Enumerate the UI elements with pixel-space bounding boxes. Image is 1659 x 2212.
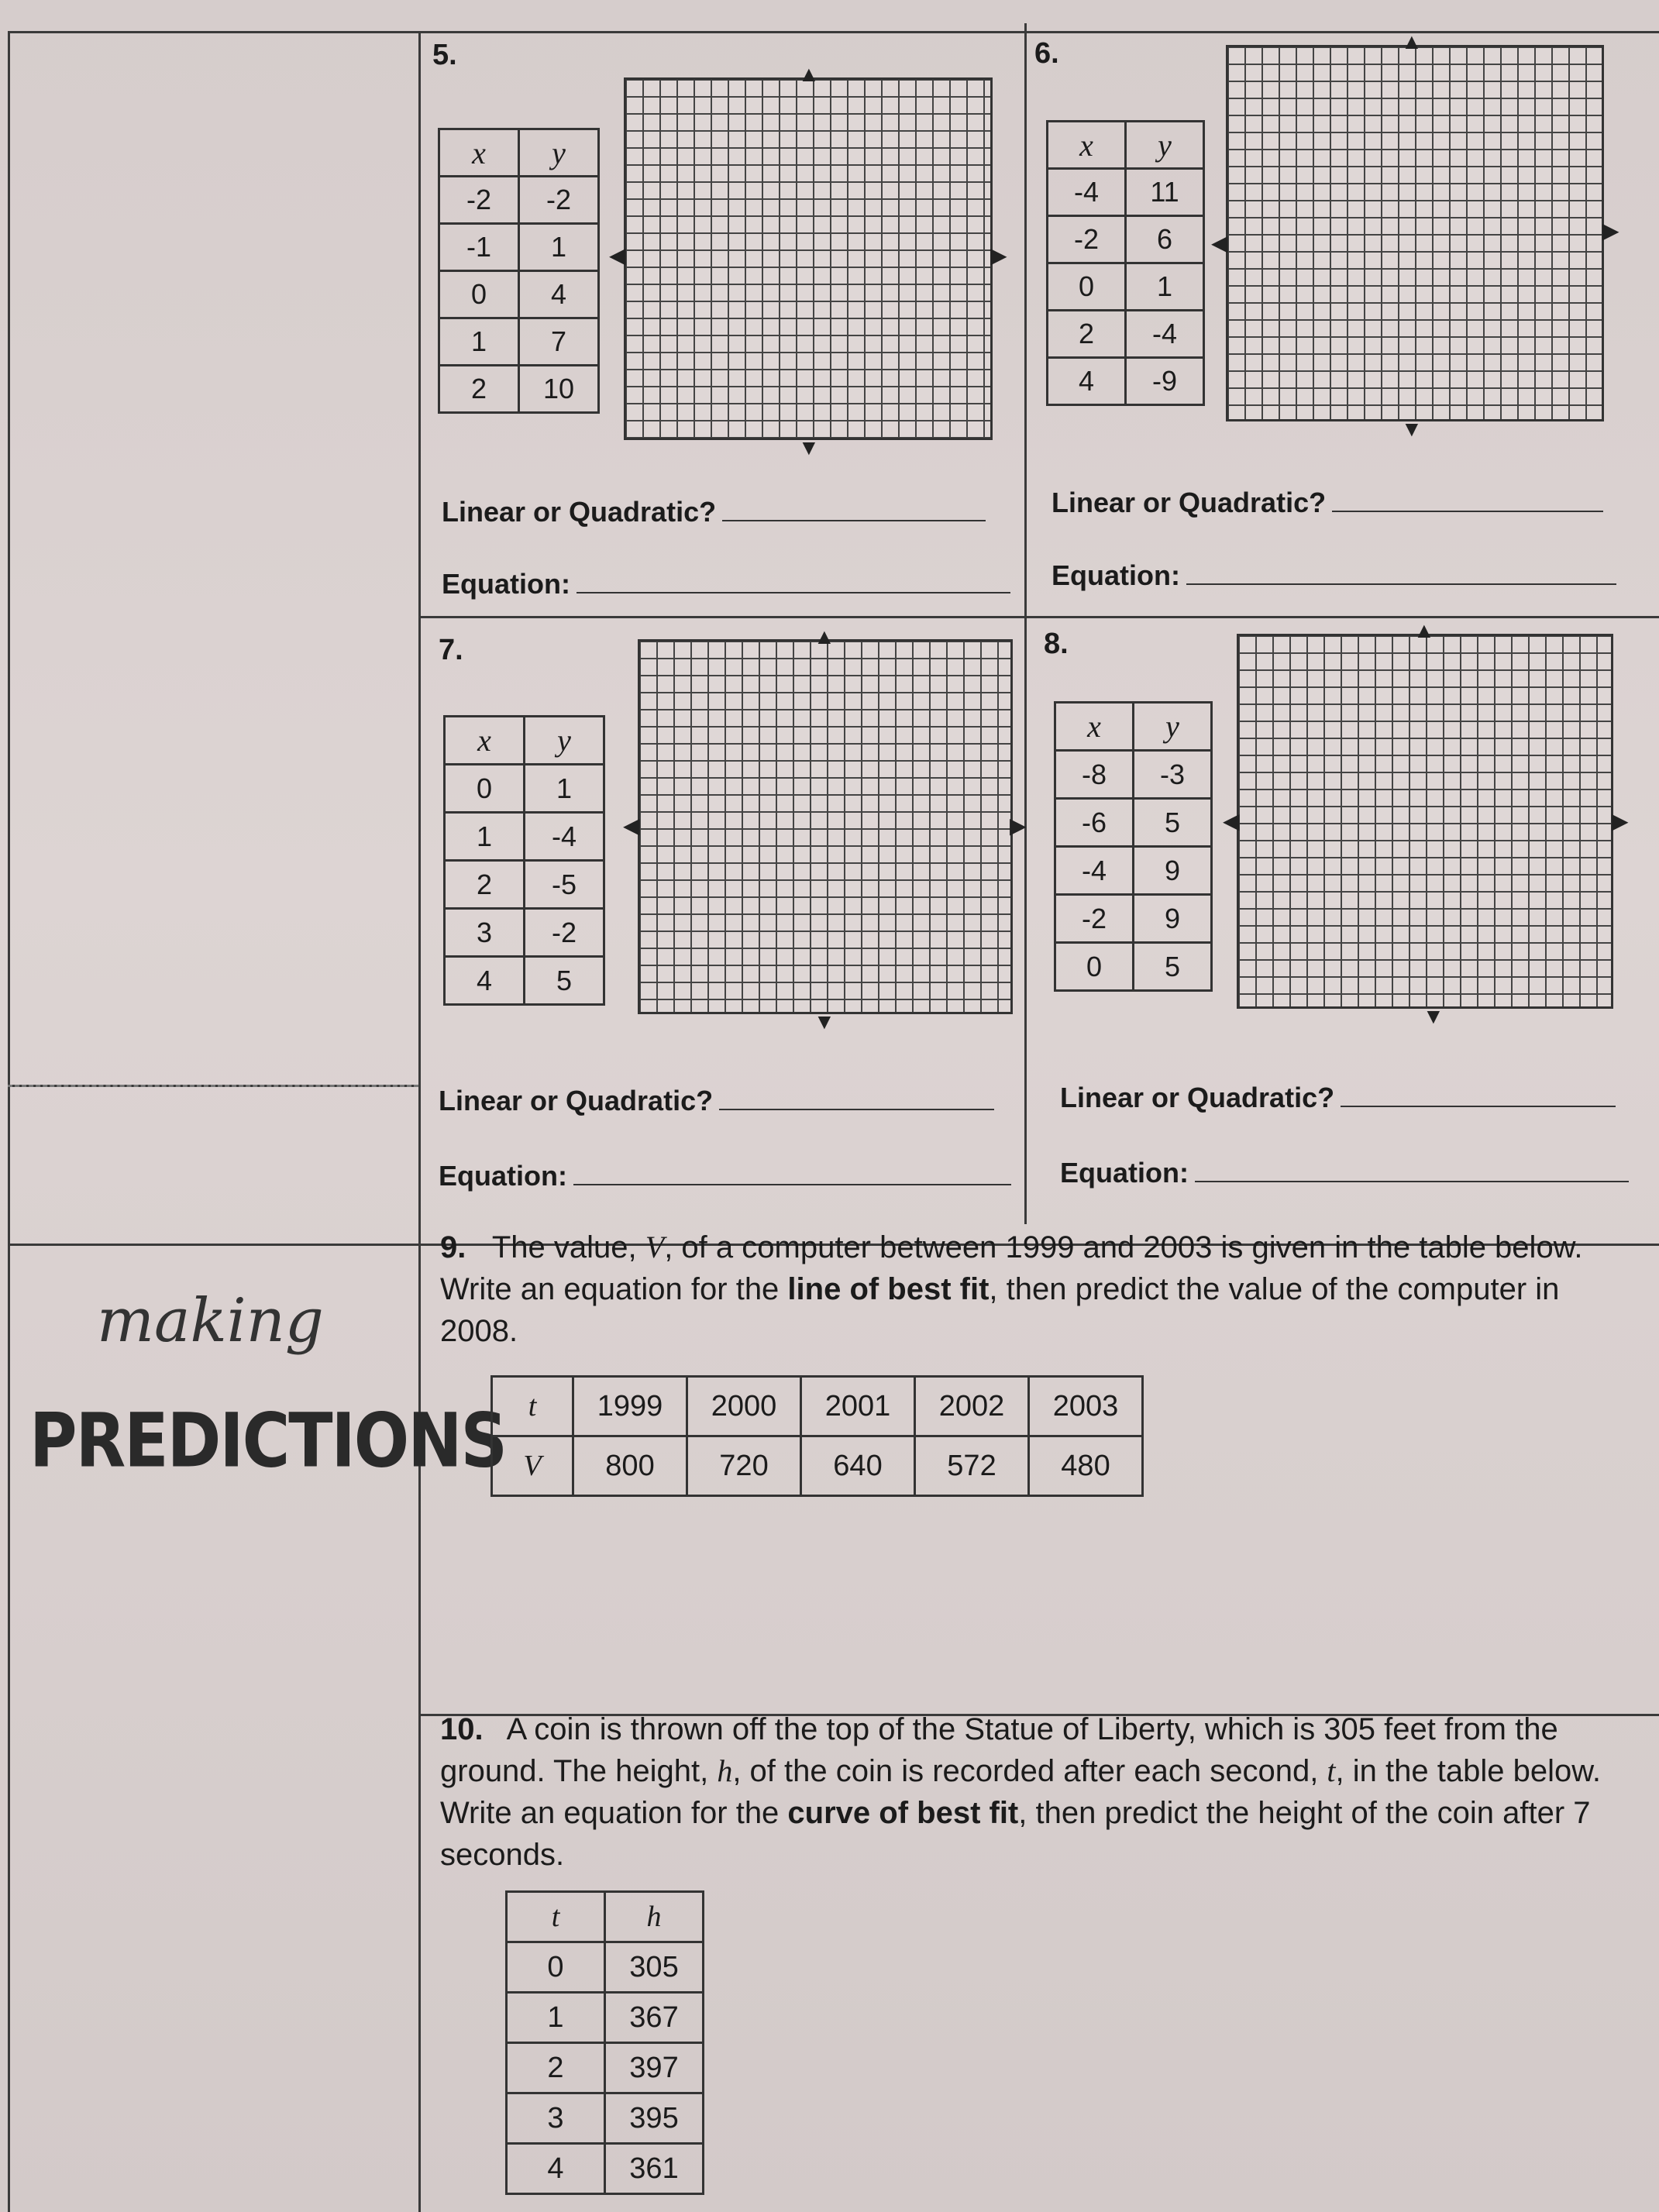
table-cell: 640: [801, 1436, 915, 1496]
table-header: h: [605, 1892, 704, 1942]
table-cell: -2: [439, 177, 519, 224]
section-title: PREDICTIONS: [29, 1396, 507, 1484]
row-divider-1: [418, 616, 1659, 618]
arrow-up-icon: ▲: [798, 62, 820, 86]
variable: V: [645, 1230, 665, 1264]
table-cell: 4: [1048, 358, 1126, 405]
table-header: y: [1134, 703, 1212, 751]
problem-text: , in the table below. Write an equation for the: [440, 1754, 1602, 1830]
problem-number: 5.: [432, 39, 457, 71]
equation-label: Equation:: [1052, 559, 1616, 592]
coordinate-grid[interactable]: [638, 639, 1013, 1014]
table-cell: 2000: [687, 1377, 801, 1436]
table-cell: -4: [1055, 847, 1134, 895]
xy-table: [443, 715, 605, 1006]
problem-text: , then predict the height of the coin after 7 seconds.: [440, 1796, 1591, 1872]
arrow-down-icon: ▼: [798, 435, 820, 459]
problem-number: 6.: [1034, 37, 1059, 70]
table-cell: 480: [1029, 1436, 1143, 1496]
table-cell: 4: [445, 957, 525, 1005]
equation-label: Equation:: [1060, 1157, 1629, 1189]
middle-divider: [1024, 23, 1027, 1224]
arrow-up-icon: ▲: [1413, 618, 1435, 642]
table-cell: 572: [915, 1436, 1029, 1496]
problem-text: , then predict the value of the computer in 2008.: [440, 1272, 1560, 1348]
table-cell: -2: [525, 909, 604, 957]
table-cell: -2: [519, 177, 599, 224]
problem-text: , of the coin is recorded after each second,: [732, 1754, 1327, 1788]
table-cell: 0: [439, 271, 519, 318]
answer-blank[interactable]: [722, 520, 986, 521]
table-cell: -2: [1055, 895, 1134, 943]
table-cell: 9: [1134, 847, 1212, 895]
table-header: x: [1048, 122, 1126, 169]
table-cell: 3: [445, 909, 525, 957]
type-question: Linear or Quadratic?: [439, 1085, 994, 1117]
table-cell: -4: [1126, 311, 1204, 358]
bold-phrase: line of best fit: [787, 1272, 990, 1306]
table-cell: -5: [525, 861, 604, 909]
problem-number: 9.: [440, 1230, 466, 1264]
table-cell: 11: [1126, 169, 1204, 216]
arrow-left-icon: ◀: [609, 243, 626, 267]
type-question: Linear or Quadratic?: [1052, 487, 1603, 519]
table-cell: 2003: [1029, 1377, 1143, 1436]
table-cell: -3: [1134, 751, 1212, 799]
xy-table: [438, 128, 600, 414]
table-header: y: [1126, 122, 1204, 169]
answer-blank[interactable]: [1341, 1106, 1616, 1107]
table-cell: 2002: [915, 1377, 1029, 1436]
table-cell: -4: [525, 813, 604, 861]
table-cell: 1: [1126, 263, 1204, 311]
problem-text: , of a computer between 1999 and 2003 is given in the table below. Write an equation for the: [440, 1230, 1583, 1306]
table-cell: 361: [605, 2144, 704, 2194]
table-cell: 367: [605, 1993, 704, 2043]
arrow-right-icon: ▶: [990, 243, 1007, 267]
coordinate-grid[interactable]: [1237, 634, 1613, 1009]
table-cell: -4: [1048, 169, 1126, 216]
problem-number: 7.: [439, 634, 463, 666]
xy-table: [1054, 701, 1213, 992]
table-cell: 6: [1126, 216, 1204, 263]
section-script-title: making: [97, 1286, 324, 1356]
bold-phrase: curve of best fit: [787, 1796, 1019, 1830]
xy-table: [1046, 120, 1205, 406]
coordinate-grid[interactable]: [1226, 45, 1604, 421]
table-header: x: [1055, 703, 1134, 751]
answer-blank[interactable]: [1186, 583, 1616, 585]
table-cell: -6: [1055, 799, 1134, 847]
arrow-right-icon: ▶: [1612, 809, 1629, 833]
arrow-up-icon: ▲: [814, 624, 835, 648]
arrow-right-icon: ▶: [1010, 814, 1027, 838]
table-cell: 4: [519, 271, 599, 318]
height-table: [505, 1890, 704, 2195]
left-dashed-line: [8, 1085, 418, 1087]
table-cell: 720: [687, 1436, 801, 1496]
table-cell: 2001: [801, 1377, 915, 1436]
arrow-left-icon: ◀: [1223, 809, 1240, 833]
left-border: [8, 31, 10, 2212]
problem-text: A coin is thrown off the top of the Statue of Liberty, which is 305 feet from the ground. The height,: [440, 1712, 1558, 1788]
arrow-up-icon: ▲: [1401, 29, 1423, 53]
table-cell: 9: [1134, 895, 1212, 943]
table-cell: 5: [525, 957, 604, 1005]
table-cell: 1: [445, 813, 525, 861]
table-cell: -2: [1048, 216, 1126, 263]
table-cell: 1: [525, 765, 604, 813]
table-header: x: [445, 717, 525, 765]
table-cell: 10: [519, 366, 599, 413]
type-question: Linear or Quadratic?: [1060, 1082, 1616, 1114]
problem-number: 10.: [440, 1712, 484, 1746]
table-cell: 0: [445, 765, 525, 813]
table-cell: -1: [439, 224, 519, 271]
answer-blank[interactable]: [719, 1109, 994, 1110]
table-cell: 397: [605, 2043, 704, 2093]
answer-blank[interactable]: [1332, 511, 1603, 512]
problem-9-text: [440, 1226, 1618, 1352]
problem-text: The value,: [491, 1230, 645, 1264]
arrow-down-icon: ▼: [1401, 417, 1423, 441]
answer-blank[interactable]: [573, 1184, 1011, 1185]
table-header: t: [492, 1377, 573, 1436]
table-cell: 1: [519, 224, 599, 271]
arrow-down-icon: ▼: [1423, 1004, 1444, 1028]
arrow-left-icon: ◀: [1211, 231, 1228, 255]
arrow-down-icon: ▼: [814, 1010, 835, 1034]
problem-10-text: [440, 1708, 1649, 1876]
table-cell: 1999: [573, 1377, 687, 1436]
table-header: V: [492, 1436, 573, 1496]
table-cell: 0: [1055, 943, 1134, 991]
variable: h: [717, 1753, 733, 1788]
table-cell: 3: [507, 2093, 605, 2144]
table-header: y: [519, 129, 599, 177]
coordinate-grid[interactable]: [624, 77, 993, 440]
table-cell: 5: [1134, 943, 1212, 991]
table-cell: 1: [507, 1993, 605, 2043]
answer-blank[interactable]: [577, 592, 1010, 593]
table-cell: 395: [605, 2093, 704, 2144]
table-header: t: [507, 1892, 605, 1942]
table-cell: 5: [1134, 799, 1212, 847]
table-cell: 2: [445, 861, 525, 909]
arrow-right-icon: ▶: [1602, 218, 1619, 243]
table-cell: 800: [573, 1436, 687, 1496]
table-cell: 1: [439, 318, 519, 366]
table-cell: 305: [605, 1942, 704, 1993]
variable: t: [1327, 1753, 1336, 1788]
equation-label: Equation:: [442, 568, 1010, 600]
value-table: [490, 1375, 1144, 1497]
table-cell: 2: [1048, 311, 1126, 358]
table-cell: -9: [1126, 358, 1204, 405]
table-cell: 7: [519, 318, 599, 366]
table-cell: 4: [507, 2144, 605, 2194]
type-question: Linear or Quadratic?: [442, 496, 986, 528]
table-header: x: [439, 129, 519, 177]
table-cell: 2: [439, 366, 519, 413]
column-divider: [418, 31, 421, 2212]
table-header: y: [525, 717, 604, 765]
answer-blank[interactable]: [1195, 1181, 1629, 1182]
arrow-left-icon: ◀: [623, 814, 640, 838]
table-cell: -8: [1055, 751, 1134, 799]
table-cell: 2: [507, 2043, 605, 2093]
equation-label: Equation:: [439, 1160, 1011, 1192]
table-cell: 0: [507, 1942, 605, 1993]
problem-number: 8.: [1044, 628, 1069, 660]
table-cell: 0: [1048, 263, 1126, 311]
